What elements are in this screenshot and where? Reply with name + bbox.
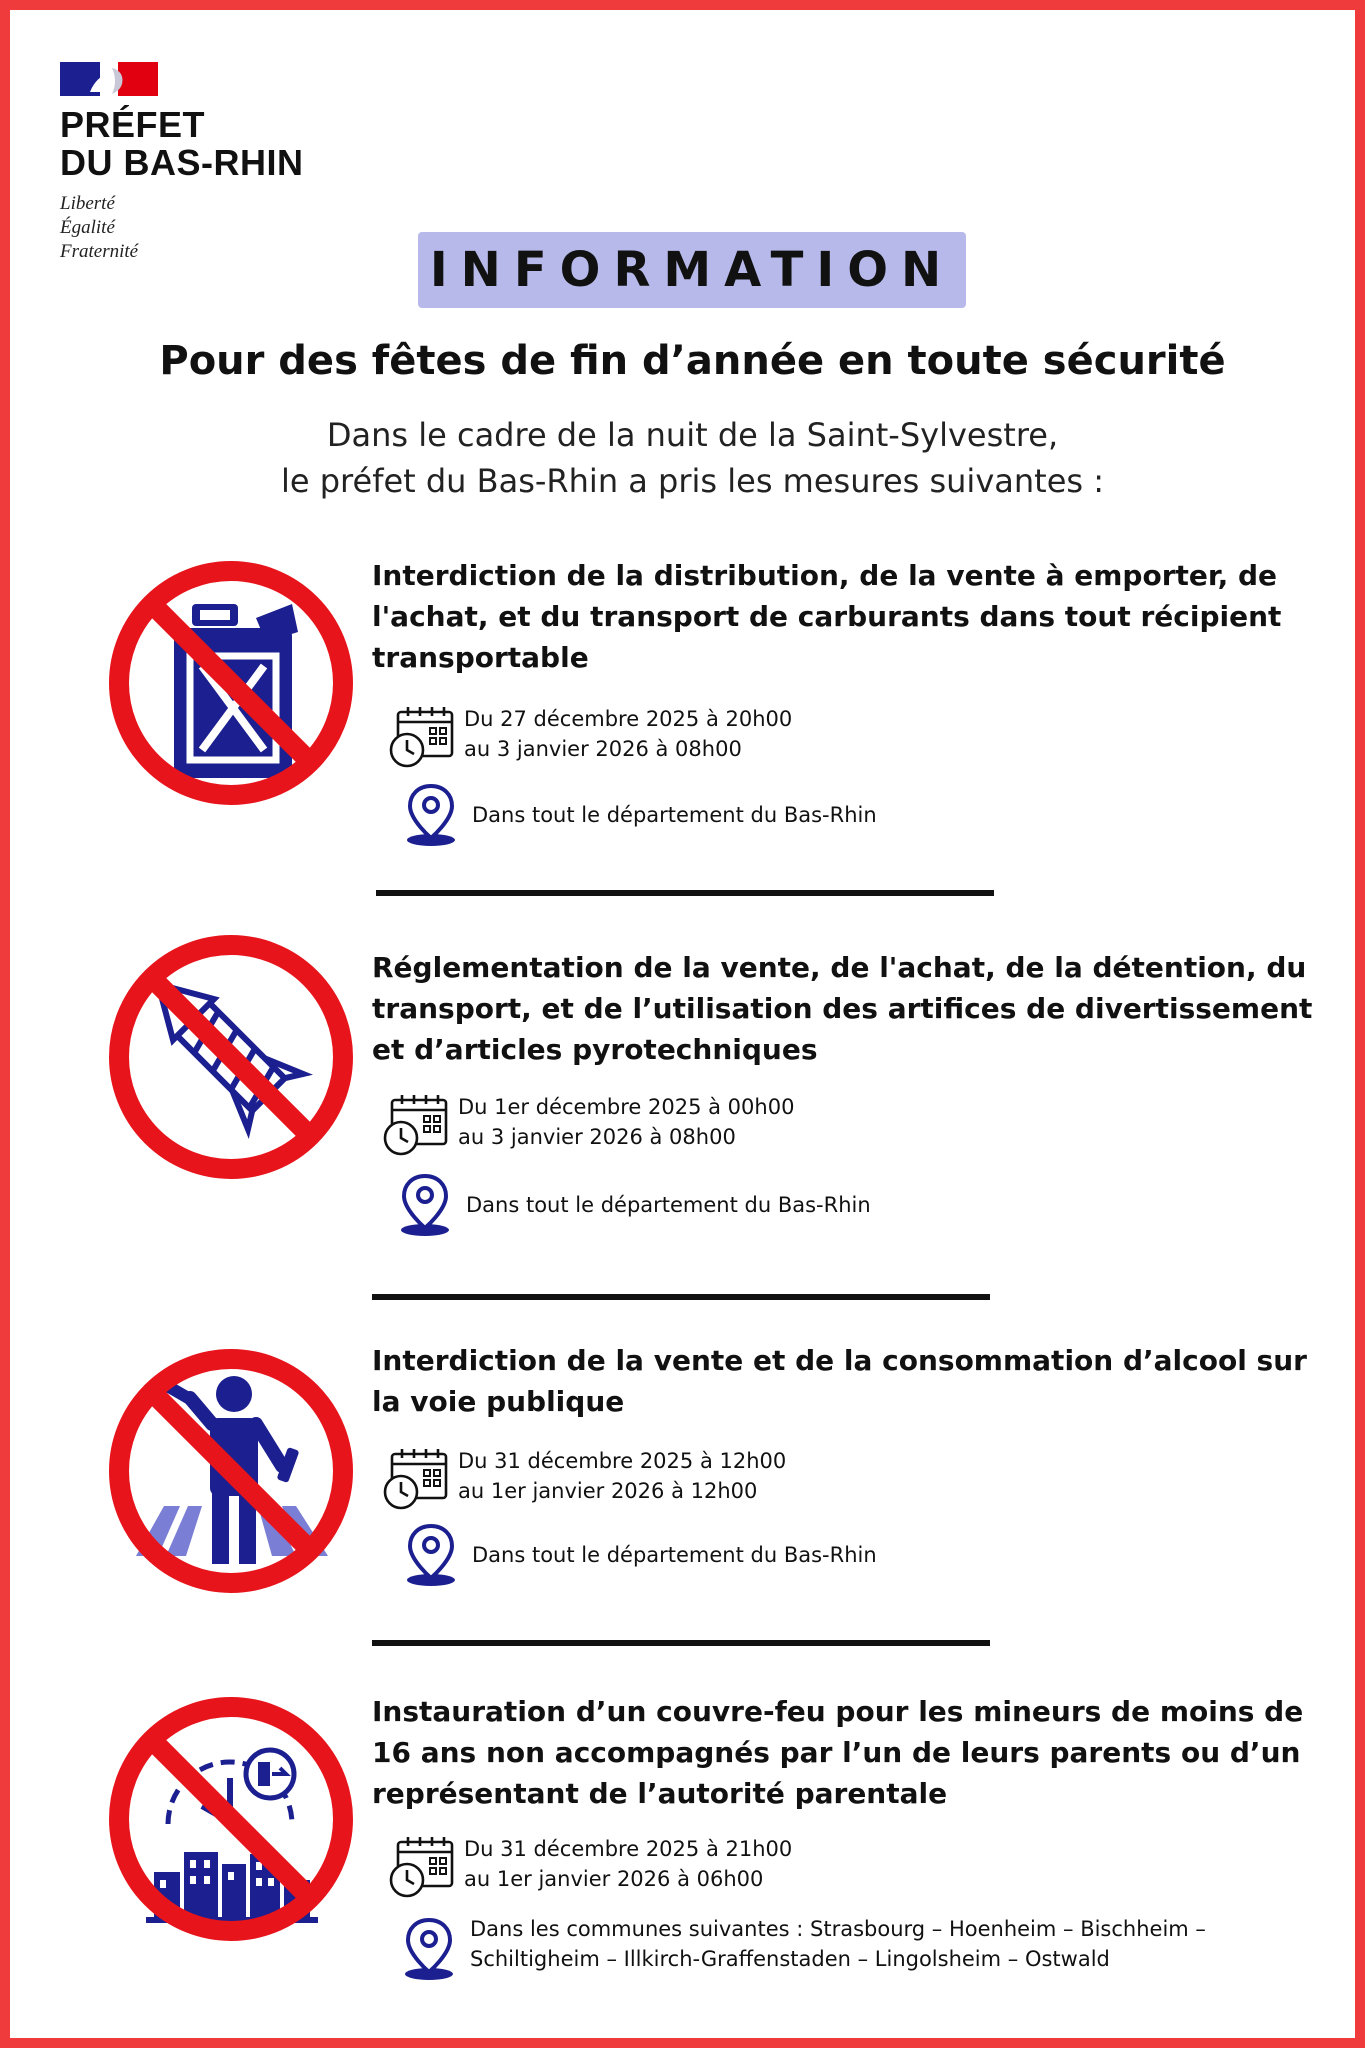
calendar-clock-icon [388,704,458,772]
calendar-clock-icon [388,1834,458,1902]
date-end: au 3 janvier 2026 à 08h00 [458,1125,736,1149]
location-line1: Dans les communes suivantes : Strasbourg – Hoenheim – Bischheim – [470,1917,1206,1941]
motto-egalite: Égalité [60,217,115,238]
location-text: Dans tout le département du Bas-Rhin [472,803,877,827]
marianne-flag-icon [60,62,158,96]
date-row [382,1446,786,1514]
location-line2: Schiltigheim – Illkirch-Graffenstaden – Lingolsheim – Ostwald [470,1947,1110,1971]
subtitle-line2: le préfet du Bas-Rhin a pris les mesures suivantes : [280,462,1104,500]
firework-rocket-prohibited-icon [106,932,356,1182]
measure-title: Interdiction de la vente et de la consommation d’alcool sur la voie publique [372,1344,1307,1418]
public-drinking-prohibited-icon [106,1346,356,1596]
location-row [394,1914,1206,1982]
date-row [388,704,792,772]
location-pin-icon [394,1914,464,1982]
location-pin-icon [396,780,466,848]
prefecture-name [60,106,304,182]
date-end: au 1er janvier 2026 à 06h00 [464,1867,764,1891]
date-end: au 3 janvier 2026 à 08h00 [464,737,742,761]
measure-title: Réglementation de la vente, de l'achat, de la détention, du transport, et de l’utilisation des artifices de divertissement et d’articles pyrotechniques [372,951,1313,1066]
location-text [470,1914,1206,1974]
measure-title: Instauration d’un couvre-feu pour les mineurs de moins de 16 ans non accompagnés par l’un de leurs parents ou d’un représentant de l’autorité parentale [372,1695,1304,1810]
fuel-can-prohibited-icon [106,558,356,808]
location-text: Dans tout le département du Bas-Rhin [472,1543,877,1567]
section-divider [372,1640,990,1646]
date-range [458,1092,794,1152]
prefecture-name-line2: DU BAS-RHIN [60,142,304,183]
curfew-prohibited-icon [106,1694,356,1944]
calendar-clock-icon [382,1092,452,1160]
date-row [382,1092,794,1160]
section-divider [372,1294,990,1300]
date-range [464,704,792,764]
location-row [390,1170,871,1238]
location-row [396,1520,877,1588]
location-pin-icon [390,1170,460,1238]
page-title: Pour des fêtes de fin d’année en toute sécurité [159,338,1226,384]
location-pin-icon [396,1520,466,1588]
date-start: Du 31 décembre 2025 à 12h00 [458,1449,787,1473]
date-start: Du 27 décembre 2025 à 20h00 [464,707,793,731]
date-end: au 1er janvier 2026 à 12h00 [458,1479,758,1503]
calendar-clock-icon [382,1446,452,1514]
measure-title: Interdiction de la distribution, de la vente à emporter, de l'achat, et du transport de carburants dans tout récipient transportable [372,559,1282,674]
republic-motto [60,192,304,264]
date-row [388,1834,792,1902]
date-start: Du 1er décembre 2025 à 00h00 [458,1095,795,1119]
prefecture-name-line1: PRÉFET [60,104,206,145]
page-subtitle [10,412,1365,504]
location-text: Dans tout le département du Bas-Rhin [466,1193,871,1217]
subtitle-line1: Dans le cadre de la nuit de la Saint-Sylvestre, [326,416,1059,454]
information-banner: INFORMATION [418,232,966,308]
motto-liberte: Liberté [60,193,115,214]
date-range [458,1446,786,1506]
prefecture-logo [60,62,304,264]
date-range [464,1834,792,1894]
section-divider [376,890,994,896]
location-row [396,780,877,848]
date-start: Du 31 décembre 2025 à 21h00 [464,1837,793,1861]
motto-fraternite: Fraternité [60,241,139,262]
